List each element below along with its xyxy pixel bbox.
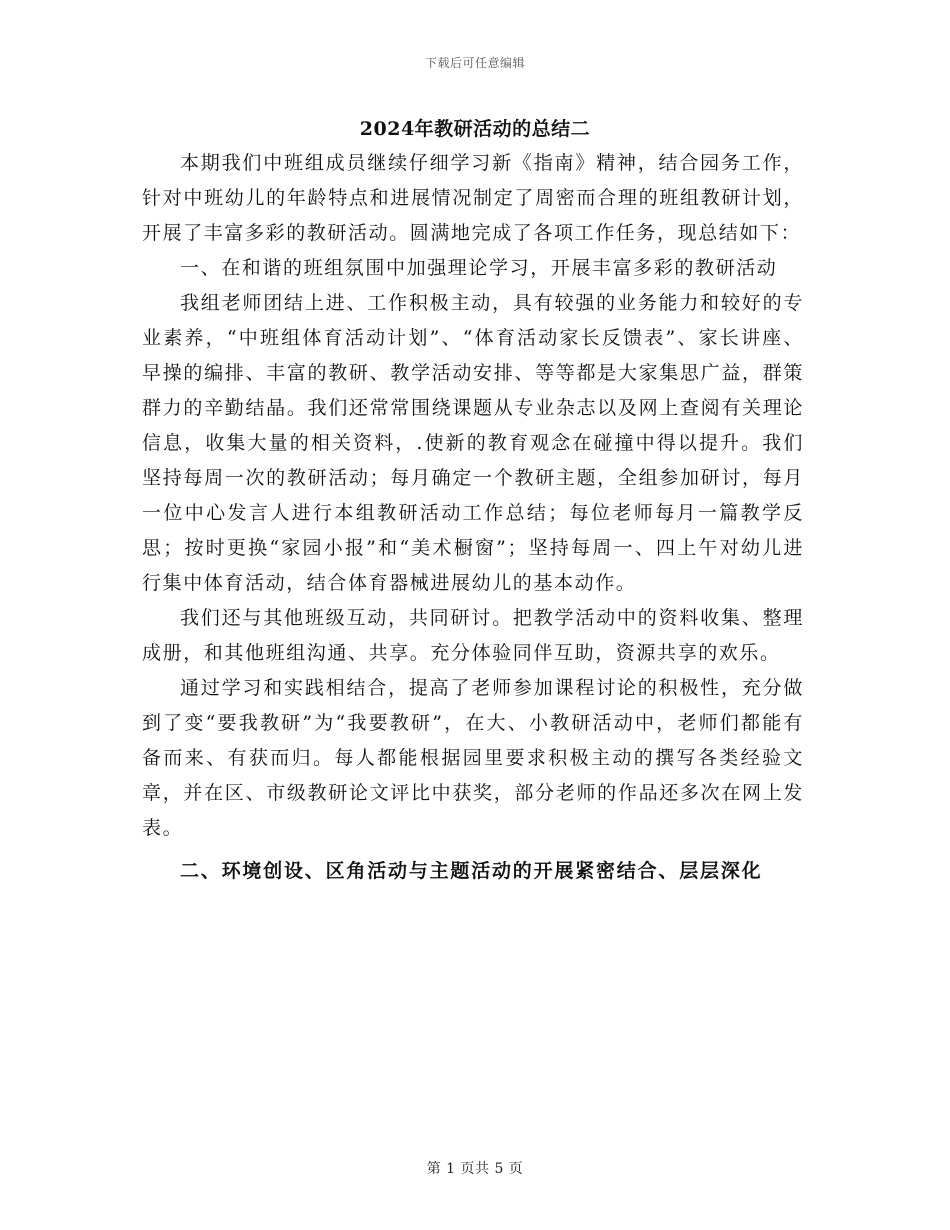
body-paragraph: 我组老师团结上进、工作积极主动，具有较强的业务能力和较好的专业素养，“中班组体育活动计划”、“体育活动家长反馈表”、家长讲座、早操的编排、丰富的教研、教学活动安排、等等都是大家集思广益，群策群力的辛勤结晶。我们还常常围绕课题从专业杂志以及网上查阅有关理论信息，收集大量的相关资料，.使新的教育观念在碰撞中得以提升。我们坚持每周一次的教研活动；每月确定一个教研主题，全组参加研讨，每月一位中心发言人进行本组教研活动工作总结；每位老师每月一篇教学反思；按时更换“家园小报”和“美术橱窗”；坚持每周一、四上午对幼儿进行集中体育活动，结合体育器械进展幼儿的基本动作。 bbox=[142, 292, 804, 594]
page-number-footer: 第 1 页共 5 页 bbox=[426, 1161, 524, 1177]
intro-paragraph: 本期我们中班组成员继续仔细学习新《指南》精神，结合园务工作，针对中班幼儿的年龄特点和进展情况制定了周密而合理的班组教研计划，开展了丰富多彩的教研活动。圆满地完成了各项工作任务，现总结如下： bbox=[142, 152, 804, 244]
document-title: 2024年教研活动的总结二 bbox=[359, 118, 591, 140]
section-heading-2: 二、环境创设、区角活动与主题活动的开展紧密结合、层层深化 bbox=[180, 860, 763, 882]
body-paragraph: 通过学习和实践相结合，提高了老师参加课程讨论的积极性，充分做到了变“要我教研”为“我要教研”，在大、小教研活动中，老师们都能有备而来、有获而归。每人都能根据园里要求积极主动的撰写各类经验文章，并在区、市级教研论文评比中获奖，部分老师的作品还多次在网上发表。 bbox=[142, 677, 804, 839]
section-heading-1: 一、在和谐的班组氛围中加强理论学习，开展丰富多彩的教研活动 bbox=[180, 257, 778, 279]
body-paragraph: 我们还与其他班级互动，共同研讨。把教学活动中的资料收集、整理成册，和其他班组沟通、共享。充分体验同伴互助，资源共享的欢乐。 bbox=[142, 607, 804, 664]
page-header-note: 下载后可任意编辑 bbox=[424, 56, 525, 70]
document-body bbox=[142, 146, 804, 889]
